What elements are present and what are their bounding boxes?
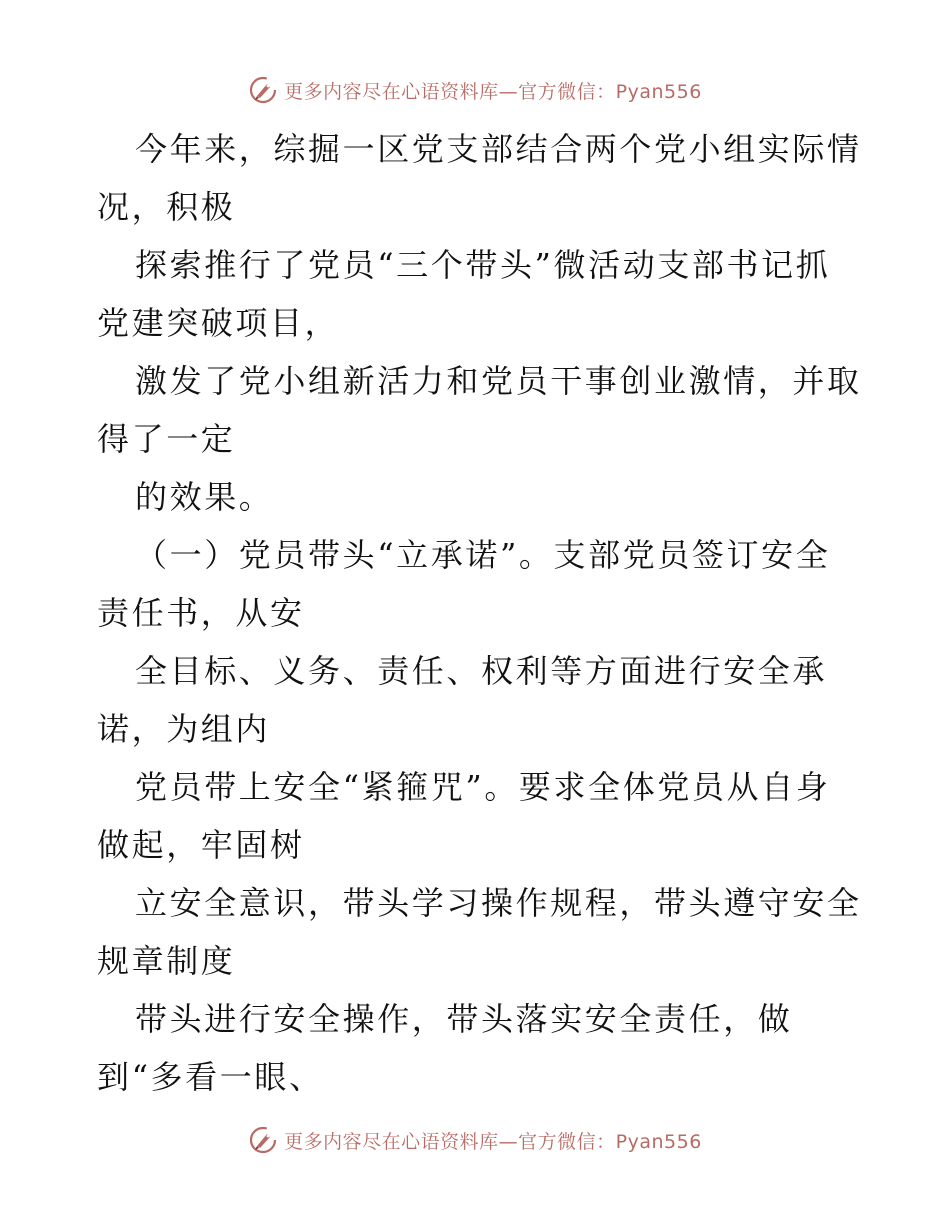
text-line: 党员带上安全“紧箍咒”。要求全体党员从自身 (135, 768, 831, 806)
header-watermark-banner (0, 70, 950, 110)
fountain-pen-logo-icon (248, 1125, 278, 1155)
fountain-pen-logo-icon (248, 75, 278, 105)
text-line: 责任书，从安 (97, 594, 305, 632)
text-line: 诺，为组内 (97, 710, 271, 748)
text-line: 探索推行了党员“三个带头”微活动支部书记抓 (135, 246, 831, 284)
text-line: 到“多看一眼、 (97, 1058, 324, 1096)
text-line: 党建突破项目， (97, 304, 340, 342)
text-line: 带头进行安全操作，带头落实安全责任，做 (135, 1000, 793, 1038)
text-line: 况，积极 (97, 188, 236, 226)
text-line: 全目标、义务、责任、权利等方面进行安全承 (135, 652, 828, 690)
text-line: 立安全意识，带头学习操作规程，带头遵守安全 (135, 884, 862, 922)
text-line: 得了一定 (97, 420, 236, 458)
footer-watermark-banner (0, 1120, 950, 1160)
text-line: 的效果。 (135, 478, 274, 516)
text-line: 做起，牢固树 (97, 826, 305, 864)
text-line: 今年来，综掘一区党支部结合两个党小组实际情 (135, 130, 862, 168)
watermark-text: 更多内容尽在心语资料库—官方微信：Pyan556 (284, 1130, 702, 1153)
text-line: 激发了党小组新活力和党员干事创业激情，并取 (135, 362, 862, 400)
watermark-text: 更多内容尽在心语资料库—官方微信：Pyan556 (284, 80, 702, 103)
document-body (97, 120, 862, 1106)
text-line: 规章制度 (97, 942, 236, 980)
text-line: （一）党员带头“立承诺”。支部党员签订安全 (135, 536, 831, 574)
